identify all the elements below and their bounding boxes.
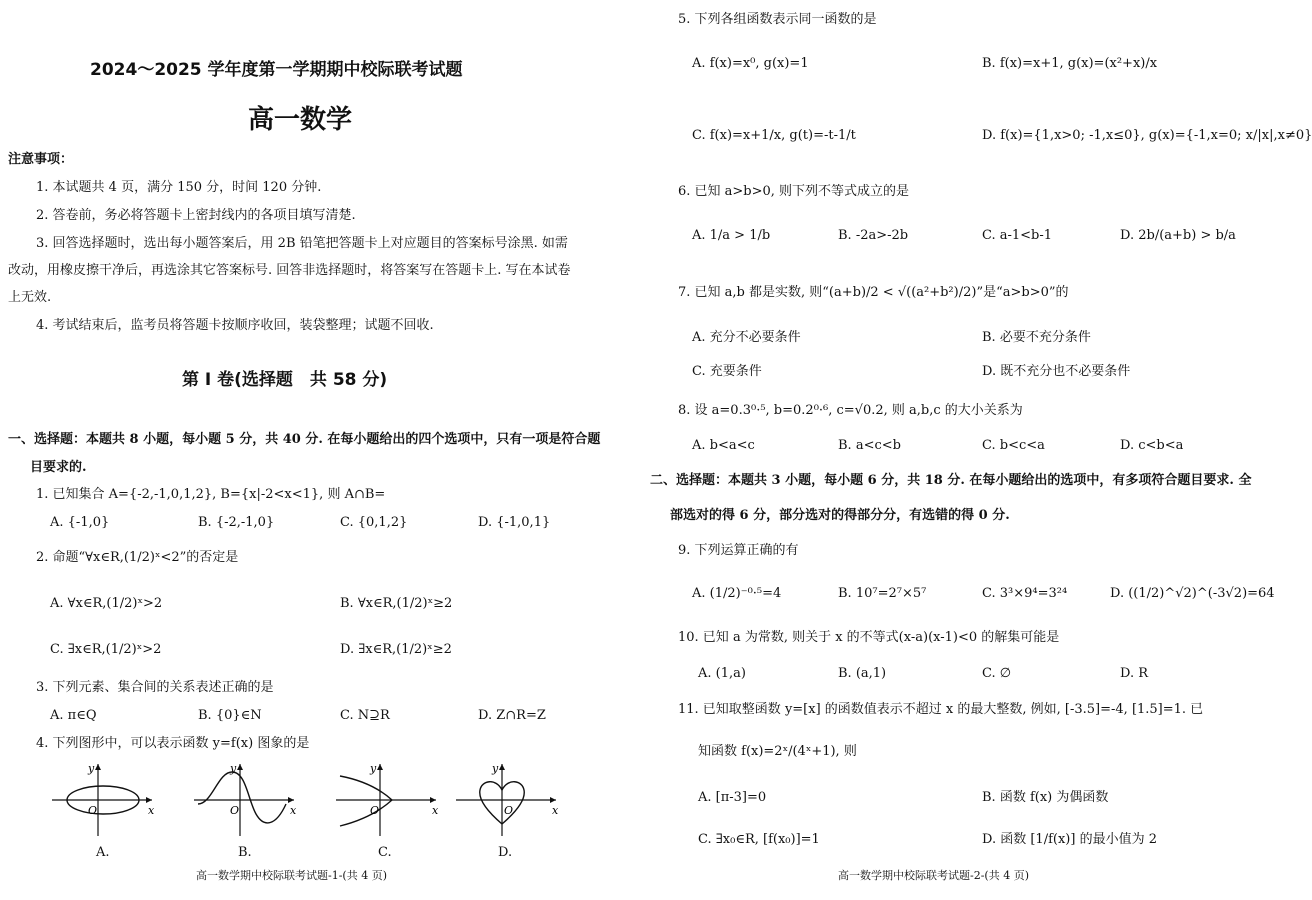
q10-option-a: A. (1,a)	[698, 666, 746, 681]
notice-2: 2. 答卷前，务必将答题卡上密封线内的各项目填写清楚.	[36, 208, 356, 223]
q3-stem: 3. 下列元素、集合间的关系表述正确的是	[36, 680, 274, 695]
q1-option-a: A. {-1,0}	[50, 515, 110, 530]
q6-option-c: C. a-1<b-1	[982, 228, 1053, 243]
footer-page-1: 高一数学期中校际联考试题-1-(共 4 页)	[196, 869, 388, 882]
notice-3: 3. 回答选择题时，选出每小题答案后，用 2B 铅笔把答题卡上对应题目的答案标号涂黑. 如需	[36, 236, 568, 251]
q3-option-d: D. Z∩R=Z	[478, 708, 546, 723]
q8-option-d: D. c<b<a	[1120, 438, 1184, 453]
q7-option-a: A. 充分不必要条件	[692, 330, 801, 345]
footer-page-2: 高一数学期中校际联考试题-2-(共 4 页)	[838, 869, 1030, 882]
graph-c-origin: O	[370, 804, 380, 817]
graph-b-y-label: y	[230, 762, 237, 775]
q9-option-d: D. ((1/2)^√2)^(-3√2)=64	[1110, 586, 1275, 601]
q5-option-b: B. f(x)=x+1, g(x)=(x²+x)/x	[982, 56, 1158, 71]
exam-title: 2024～2025 学年度第一学期期中校际联考试题	[90, 60, 463, 80]
q4-label-c: C.	[378, 845, 392, 860]
q4-label-d: D.	[498, 845, 513, 860]
graph-c-y-label: y	[370, 762, 377, 775]
notice-heading: 注意事项：	[8, 152, 74, 167]
notice-4: 4. 考试结束后，监考员将答题卡按顺序收回，装袋整理；试题不回收.	[36, 318, 434, 333]
q1-stem: 1. 已知集合 A={-2,-1,0,1,2}, B={x|-2<x<1}, 则 A∩B=	[36, 487, 386, 502]
q9-option-a: A. (1/2)⁻⁰·⁵=4	[692, 586, 782, 601]
q1-option-d: D. {-1,0,1}	[478, 515, 551, 530]
notice-3-cont: 改动，用橡皮擦干净后，再选涂其它答案标号. 回答非选择题时，将答案写在答题卡上. 写在本试卷	[8, 263, 571, 278]
q9-option-b: B. 10⁷=2⁷×5⁷	[838, 586, 927, 601]
notice-3-cont2: 上无效.	[8, 290, 52, 305]
graph-c-parabola	[332, 760, 442, 840]
q2-option-d: D. ∃x∈R,(1/2)ˣ≥2	[340, 642, 452, 657]
q3-option-c: C. N⊇R	[340, 708, 390, 723]
section2-instructions: 二、选择题：本题共 3 小题，每小题 6 分，共 18 分. 在每小题给出的选项中，有多项符合题目要求. 全	[650, 473, 1252, 488]
q5-option-c: C. f(x)=x+1/x, g(t)=-t-1/t	[692, 128, 856, 143]
q2-option-a: A. ∀x∈R,(1/2)ˣ>2	[50, 596, 163, 611]
q7-stem: 7. 已知 a,b 都是实数, 则“(a+b)/2 < √((a²+b²)/2)”是“a>b>0”的	[678, 285, 1069, 300]
q10-option-b: B. (a,1)	[838, 666, 887, 681]
q5-option-a: A. f(x)=x⁰, g(x)=1	[692, 56, 809, 71]
q11-option-d: D. 函数 [1/f(x)] 的最小值为 2	[982, 832, 1157, 847]
q4-label-a: A.	[96, 845, 110, 860]
q3-option-a: A. π∈Q	[50, 708, 97, 723]
q2-option-b: B. ∀x∈R,(1/2)ˣ≥2	[340, 596, 453, 611]
q8-option-c: C. b<c<a	[982, 438, 1045, 453]
q6-option-a: A. 1/a > 1/b	[692, 228, 771, 243]
graph-a-origin: O	[88, 804, 98, 817]
q7-option-c: C. 充要条件	[692, 364, 762, 379]
q1-option-c: C. {0,1,2}	[340, 515, 408, 530]
q11-stem-cont: 知函数 f(x)=2ˣ/(4ˣ+1), 则	[698, 744, 857, 759]
q7-option-b: B. 必要不充分条件	[982, 330, 1091, 345]
q2-option-c: C. ∃x∈R,(1/2)ˣ>2	[50, 642, 162, 657]
q1-option-b: B. {-2,-1,0}	[198, 515, 275, 530]
q7-option-d: D. 既不充分也不必要条件	[982, 364, 1131, 379]
section1-instructions: 一、选择题：本题共 8 小题，每小题 5 分，共 40 分. 在每小题给出的四个选项中，只有一项是符合题	[8, 432, 601, 447]
notice-1: 1. 本试题共 4 页，满分 150 分，时间 120 分钟.	[36, 180, 322, 195]
q10-option-c: C. ∅	[982, 666, 1012, 681]
q6-stem: 6. 已知 a>b>0, 则下列不等式成立的是	[678, 184, 910, 199]
q9-option-c: C. 3³×9⁴=3²⁴	[982, 586, 1068, 601]
q4-stem: 4. 下列图形中，可以表示函数 y=f(x) 图象的是	[36, 736, 310, 751]
q8-option-a: A. b<a<c	[692, 438, 755, 453]
part1-heading: 第 Ⅰ 卷(选择题 共 58 分)	[182, 370, 388, 390]
graph-d-origin: O	[504, 804, 514, 817]
q11-option-b: B. 函数 f(x) 为偶函数	[982, 790, 1109, 805]
q11-option-a: A. [π-3]=0	[698, 790, 767, 805]
q2-stem: 2. 命题“∀x∈R,(1/2)ˣ<2”的否定是	[36, 550, 239, 565]
q11-option-c: C. ∃x₀∈R, [f(x₀)]=1	[698, 832, 820, 847]
q10-stem: 10. 已知 a 为常数, 则关于 x 的不等式(x-a)(x-1)<0 的解集可能是	[678, 630, 1060, 645]
q5-stem: 5. 下列各组函数表示同一函数的是	[678, 12, 877, 27]
q3-option-b: B. {0}∈N	[198, 708, 262, 723]
graph-d-heart	[452, 760, 562, 840]
q9-stem: 9. 下列运算正确的有	[678, 543, 799, 558]
graph-d-y-label: y	[492, 762, 499, 775]
q10-option-d: D. R	[1120, 666, 1149, 681]
graph-a-ellipse	[48, 760, 158, 840]
q6-option-d: D. 2b/(a+b) > b/a	[1120, 228, 1236, 243]
q6-option-b: B. -2a>-2b	[838, 228, 909, 243]
graph-a-y-label: y	[88, 762, 95, 775]
q5-option-d: D. f(x)={1,x>0; -1,x≤0}, g(x)={-1,x=0; x/|x|,x≠0}	[982, 128, 1312, 143]
q11-stem: 11. 已知取整函数 y=[x] 的函数值表示不超过 x 的最大整数, 例如, [-3.5]=-4, [1.5]=1. 已	[678, 702, 1204, 717]
section2-instructions-cont: 部选对的得 6 分，部分选对的得部分分，有选错的得 0 分.	[670, 508, 1010, 523]
section1-instructions-cont: 目要求的.	[30, 460, 87, 475]
graph-b-wave	[190, 760, 300, 840]
q4-label-b: B.	[238, 845, 252, 860]
q8-stem: 8. 设 a=0.3⁰·⁵, b=0.2⁰·⁶, c=√0.2, 则 a,b,c 的大小关系为	[678, 403, 1023, 418]
graph-b-origin: O	[230, 804, 240, 817]
graph-d-x-label: x	[552, 804, 559, 817]
graph-c-x-label: x	[432, 804, 439, 817]
graph-a-x-label: x	[148, 804, 155, 817]
subject-title: 高一数学	[248, 105, 353, 135]
graph-b-x-label: x	[290, 804, 297, 817]
q8-option-b: B. a<c<b	[838, 438, 901, 453]
